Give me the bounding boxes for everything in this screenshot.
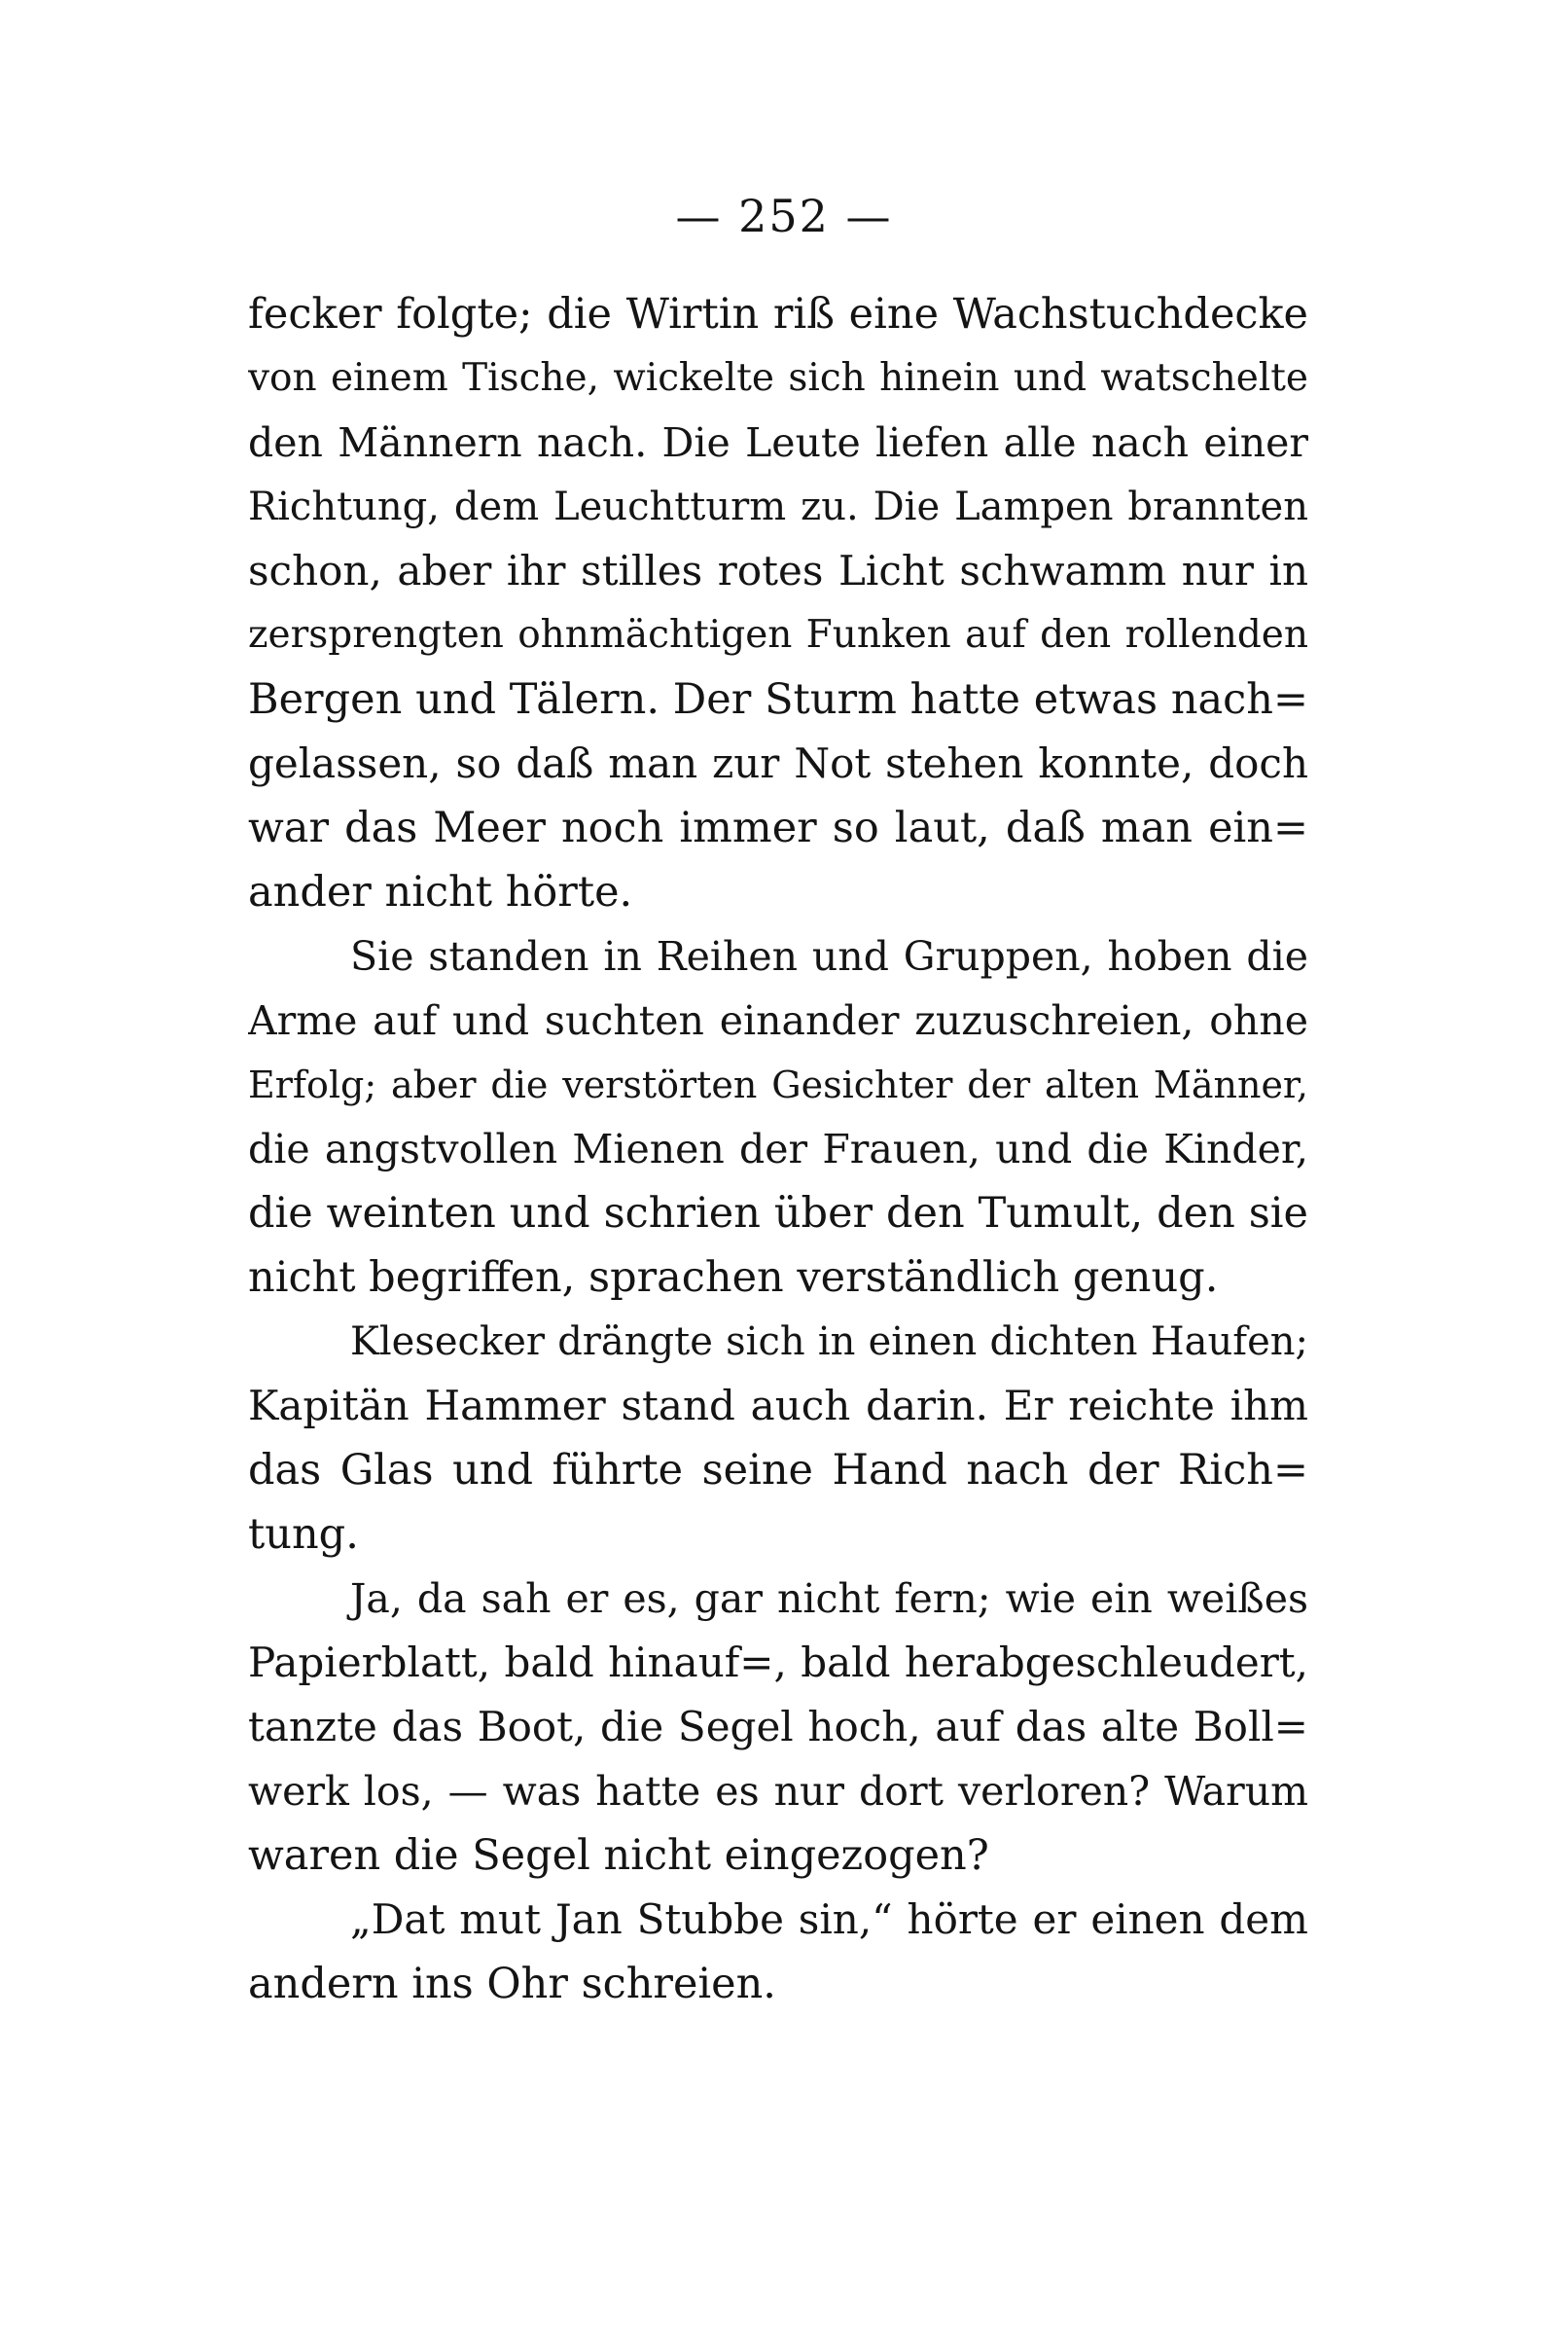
text-line: Papierblatt, bald hinauf=, bald herabgeschleudert,	[248, 1639, 1308, 1686]
text-line: Ja, da sah er es, gar nicht fern; wie ein weißes	[350, 1575, 1308, 1622]
text-line: Richtung, dem Leuchtturm zu. Die Lampen brannten	[248, 485, 1308, 529]
text-line: von einem Tische, wickelte sich hinein und watschelte	[248, 356, 1308, 400]
text-line: fecker folgte; die Wirtin riß eine Wachstuchdecke	[248, 290, 1308, 339]
text-line: die angstvollen Mienen der Frauen, und die Kinder,	[248, 1126, 1308, 1172]
text-line: tanzte das Boot, die Segel hoch, auf das alte Boll=	[248, 1703, 1308, 1750]
text-line: werk los, — was hatte es nur dort verloren? Warum	[248, 1768, 1308, 1815]
text-line: Sie standen in Reihen und Gruppen, hoben die	[350, 933, 1308, 980]
body-text	[248, 282, 1308, 2016]
text-line: andern ins Ohr schreien.	[248, 1960, 776, 2008]
text-line: nicht begriffen, sprachen verständlich genug.	[248, 1253, 1219, 1302]
text-line: zersprengten ohnmächtigen Funken auf den rollenden	[248, 613, 1308, 657]
text-line: tung.	[248, 1510, 359, 1559]
text-line: waren die Segel nicht eingezogen?	[248, 1831, 989, 1880]
text-line: die weinten und schrien über den Tumult, den sie	[248, 1189, 1308, 1238]
text-line: war das Meer noch immer so laut, daß man ein=	[248, 804, 1308, 852]
text-line: Bergen und Tälern. Der Sturm hatte etwas nach=	[248, 675, 1308, 724]
text-line: Kapitän Hammer stand auch darin. Er reichte ihm	[248, 1382, 1308, 1429]
text-line: gelassen, so daß man zur Not stehen konnte, doch	[248, 739, 1308, 787]
text-line: Klesecker drängte sich in einen dichten Haufen;	[350, 1319, 1308, 1364]
text-line: den Männern nach. Die Leute liefen alle nach einer	[248, 419, 1308, 466]
text-line: „Dat mut Jan Stubbe sin,“ hörte er einen dem	[350, 1895, 1308, 1943]
page-number: — 252 —	[675, 190, 893, 242]
text-line: Arme auf und suchten einander zuzuschreien, ohne	[248, 997, 1308, 1044]
text-line: ander nicht hörte.	[248, 868, 633, 917]
text-line: Erfolg; aber die verstörten Gesichter der alten Männer,	[248, 1063, 1308, 1106]
text-line: schon, aber ihr stilles rotes Licht schwamm nur in	[248, 547, 1308, 595]
text-line: das Glas und führte seine Hand nach der Rich=	[248, 1446, 1308, 1495]
